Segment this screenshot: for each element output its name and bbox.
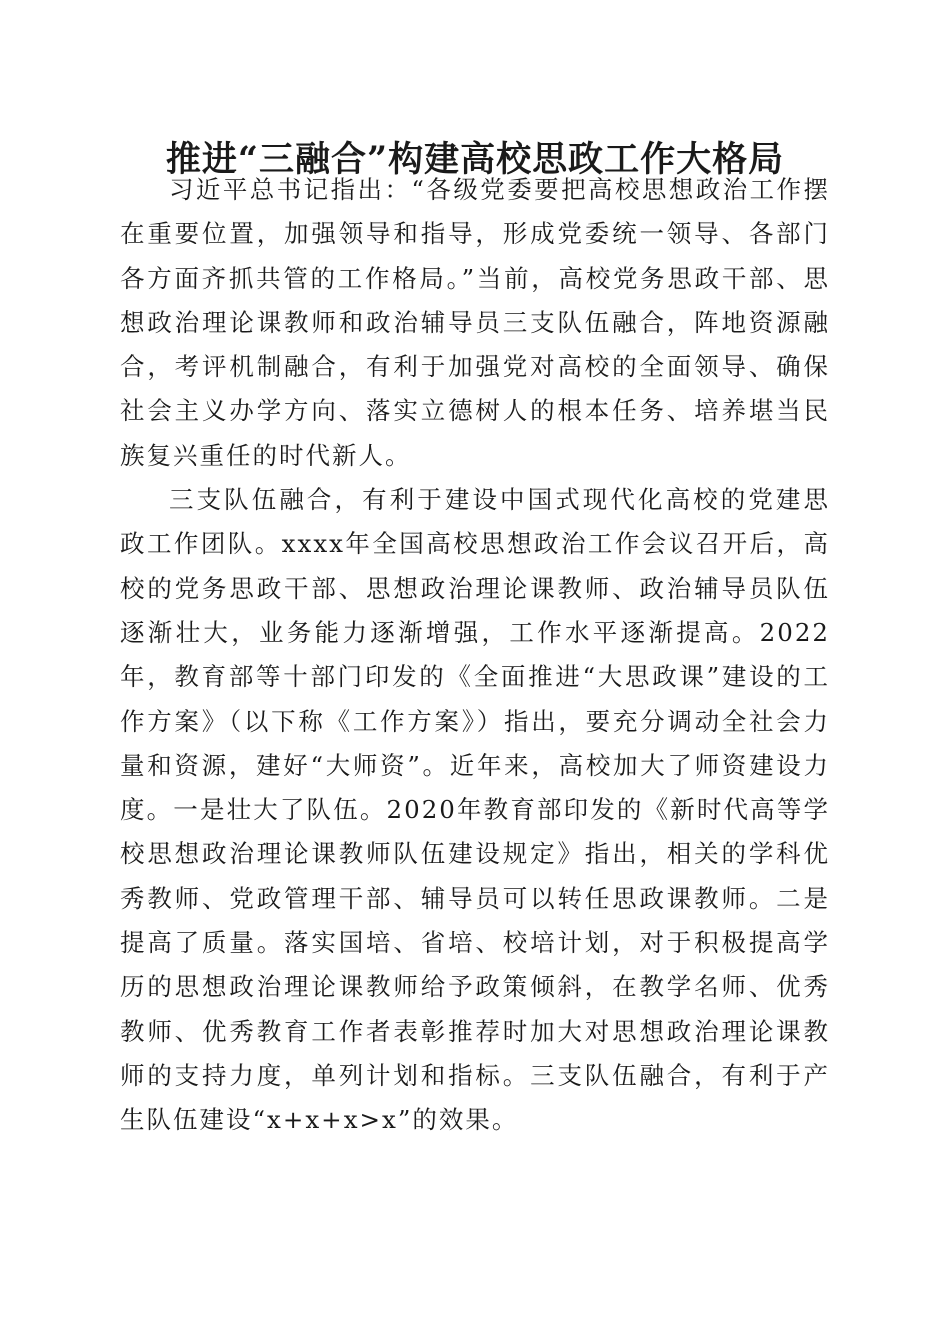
paragraph-1: 习近平总书记指出：“各级党委要把高校思想政治工作摆在重要位置，加强领导和指导，形成党委统一领导、各部门各方面齐抓共管的工作格局。”当前，高校党务思政干部、思想政治理论课教师和政治辅导员三支队伍融合，阵地资源融合，考评机制融合，有利于加强党对高校的全面领导、确保社会主义办学方向、落实立德树人的根本任务、培养堪当民族复兴重任的时代新人。 <box>120 175 830 470</box>
paragraph-2: 三支队伍融合，有利于建设中国式现代化高校的党建思政工作团队。xxxx年全国高校思想政治工作会议召开后，高校的党务思政干部、思想政治理论课教师、政治辅导员队伍逐渐壮大，业务能力逐渐增强，工作水平逐渐提高。2022年，教育部等十部门印发的《全面推进“大思政课”建设的工作方案》（以下称《工作方案》）指出，要充分调动全社会力量和资源，建好“大师资”。近年来，高校加大了师资建设力度。一是壮大了队伍。2020年教育部印发的《新时代高等学校思想政治理论课教师队伍建设规定》指出，相关的学科优秀教师、党政管理干部、辅导员可以转任思政课教师。二是提高了质量。落实国培、省培、校培计划，对于积极提高学历的思想政治理论课教师给予政策倾斜，在教学名师、优秀教师、优秀教育工作者表彰推荐时加大对思想政治理论课教师的支持力度，单列计划和指标。三支队伍融合，有利于产生队伍建设“x+x+x>x”的效果。 <box>120 485 830 1135</box>
document-body <box>120 168 830 1143</box>
document-title: 推进“三融合”构建高校思政工作大格局 <box>165 139 785 180</box>
